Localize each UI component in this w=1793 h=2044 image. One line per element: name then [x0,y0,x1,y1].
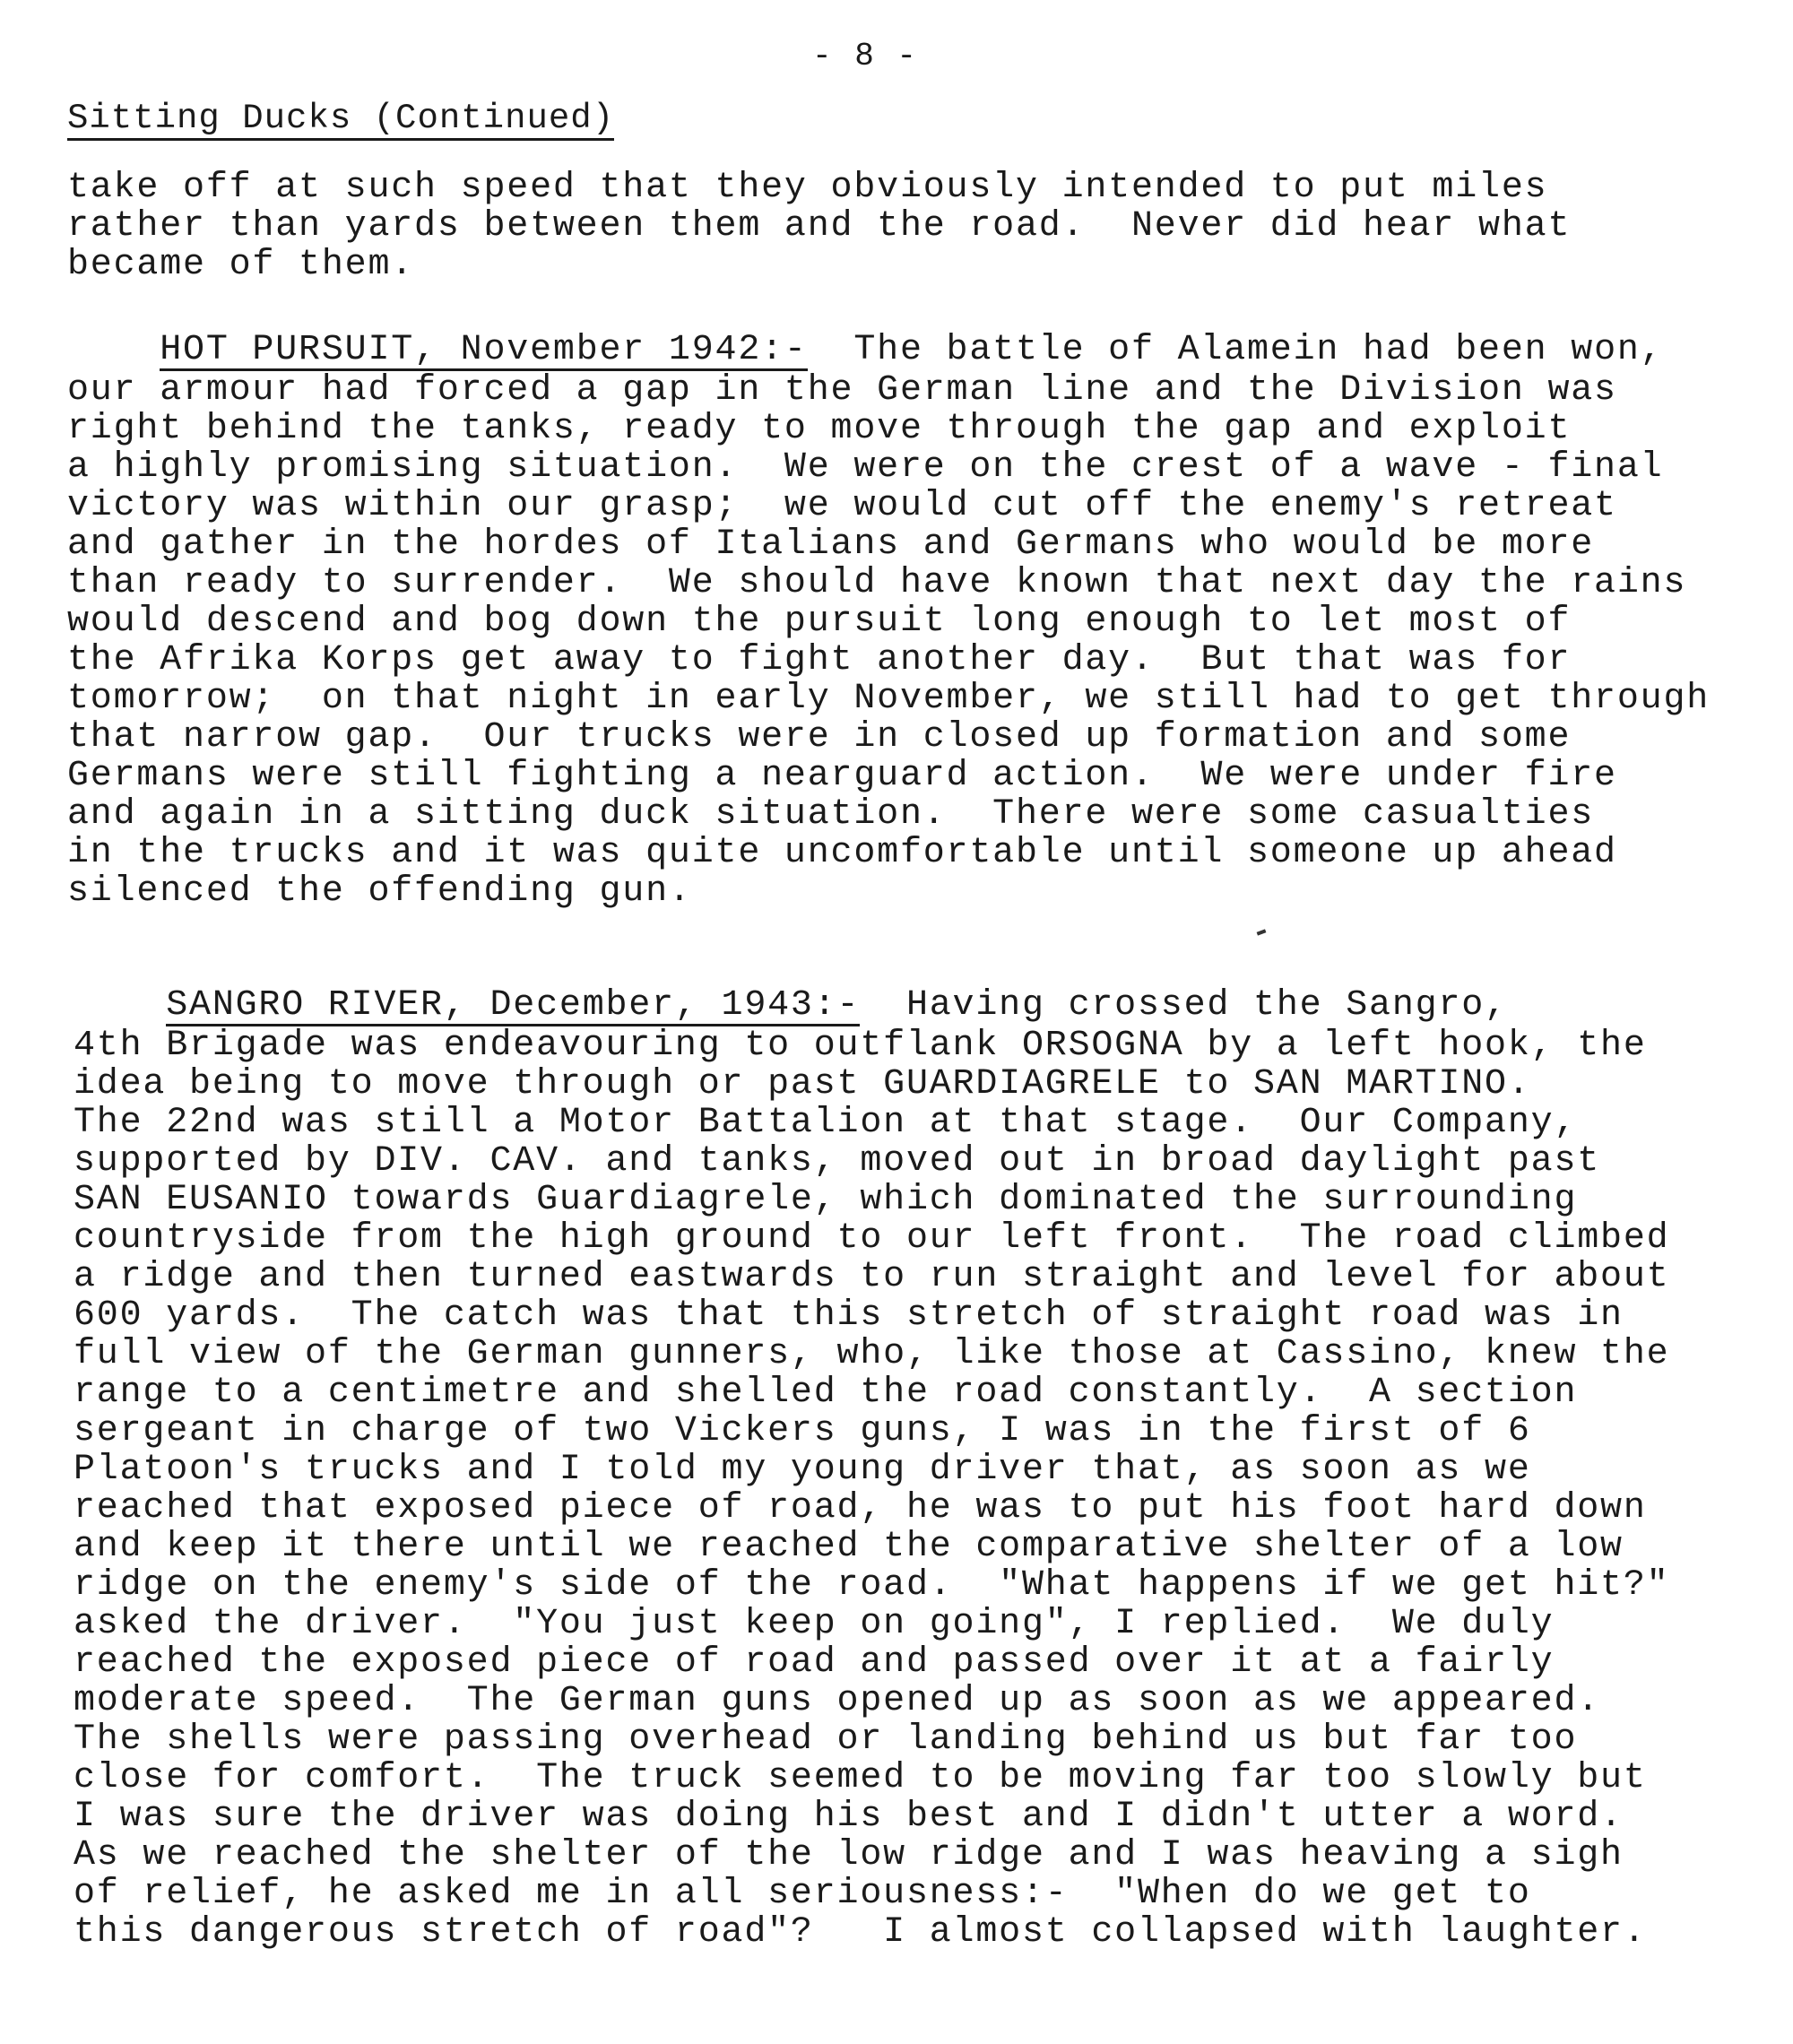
text-line: than ready to surrender. We should have known that next day the rains [67,563,1687,603]
text-line: in the trucks and it was quite uncomfortable until someone up ahead [67,833,1617,873]
text-line: idea being to move through or past GUARDIAGRELE to SAN MARTINO. [74,1064,1531,1104]
text-line: and keep it there until we reached the comparative shelter of a low [74,1527,1624,1567]
text-line: victory was within our grasp; we would cut off the enemy's retreat [67,486,1617,526]
text-line: countryside from the high ground to our left front. The road climbed [74,1218,1670,1259]
text-line: a highly promising situation. We were on the crest of a wave - final [67,447,1664,488]
text-line: ridge on the enemy's side of the road. "What happens if we get hit?" [74,1565,1670,1606]
text-line: Platoon's trucks and I told my young driver that, as soon as we [74,1450,1531,1490]
text-line: sergeant in charge of two Vickers guns, I was in the first of 6 [74,1411,1531,1451]
text-line: full view of the German gunners, who, like those at Cassino, knew the [74,1334,1670,1374]
text-line: that narrow gap. Our trucks were in closed up formation and some [67,717,1572,758]
ink-speck [1257,929,1267,935]
page-number: - 8 - [811,38,919,74]
paragraph-continuation [67,169,1571,284]
text-line: and gather in the hordes of Italians and Germans who would be more [67,524,1595,565]
text-line: silenced the offending gun. [67,871,692,912]
text-line: our armour had forced a gap in the German line and the Division was [67,370,1617,411]
text-line: tomorrow; on that night in early November, we still had to get through [67,679,1711,719]
text-line: As we reached the shelter of the low ridge and I was heaving a sigh [74,1835,1624,1875]
text-line: The battle of Alamein had been won, [807,330,1664,370]
text-line: I was sure the driver was doing his best and I didn't utter a word. [74,1797,1624,1837]
text-line: a ridge and then turned eastwards to run straight and level for about [74,1257,1670,1297]
text-line: this dangerous stretch of road"? I almost collapsed with laughter. [74,1912,1647,1953]
text-line: reached the exposed piece of road and passed over it at a fairly [74,1642,1555,1683]
text-line: of relief, he asked me in all seriousness:- "When do we get to [74,1874,1531,1914]
text-line: would descend and bog down the pursuit long enough to let most of [67,602,1572,642]
text-line: moderate speed. The German guns opened up as soon as we appeared. [74,1681,1601,1721]
text-line: Having crossed the Sangro, [860,985,1508,1026]
text-line: close for comfort. The truck seemed to be moving far too slowly but [74,1758,1647,1798]
text-line: the Afrika Korps get away to fight another day. But that was for [67,640,1572,680]
text-line: right behind the tanks, ready to move through the gap and exploit [67,409,1572,449]
text-line: rather than yards between them and the road. Never did hear what [67,206,1572,247]
text-line: became of them. [67,245,415,285]
text-line: and again in a sitting duck situation. There were some casualties [67,794,1595,835]
text-line: The shells were passing overhead or landing behind us but far too [74,1719,1578,1760]
text-line: 600 yards. The catch was that this stretch of straight road was in [74,1295,1624,1336]
text-line: range to a centimetre and shelled the road constantly. A section [74,1373,1578,1413]
text-line: Germans were still fighting a nearguard action. We were under fire [67,756,1617,796]
text-line: asked the driver. "You just keep on going", I replied. We duly [74,1604,1555,1644]
text-line: SAN EUSANIO towards Guardiagrele, which dominated the surrounding [74,1180,1578,1220]
paragraph-hot-pursuit [67,331,1710,911]
text-line: 4th Brigade was endeavouring to outflank ORSOGNA by a left hook, the [74,1026,1647,1066]
text-line: supported by DIV. CAV. and tanks, moved out in broad daylight past [74,1141,1601,1182]
section-heading: Sitting Ducks (Continued) [67,99,614,141]
paragraph-sangro-river [74,986,1669,1952]
text-line: take off at such speed that they obviously intended to put miles [67,168,1548,208]
subheading-hot-pursuit: HOT PURSUIT, November 1942:- [160,330,808,370]
text-line: reached that exposed piece of road, he was to put his foot hard down [74,1488,1647,1529]
subheading-sangro-river: SANGRO RIVER, December, 1943:- [166,985,861,1026]
text-line: The 22nd was still a Motor Battalion at that stage. Our Company, [74,1103,1578,1143]
